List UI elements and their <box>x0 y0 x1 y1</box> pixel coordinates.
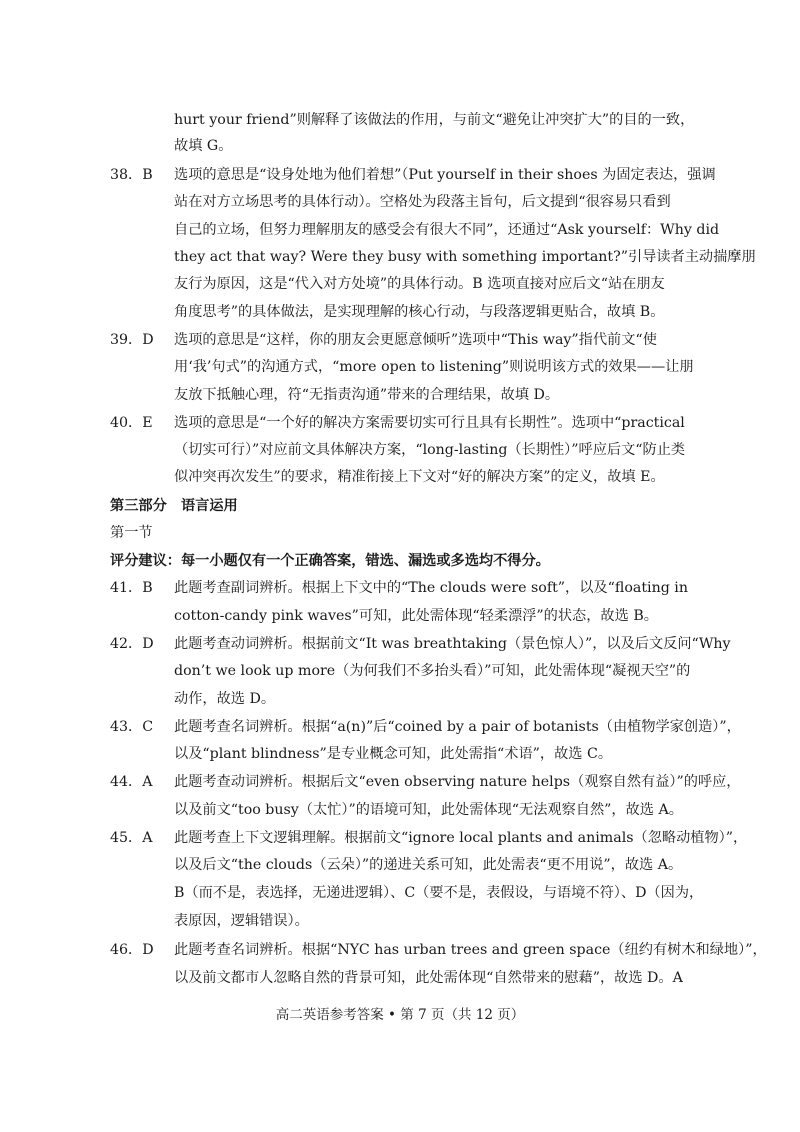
question-number: 45．A <box>110 830 153 846</box>
question-number: 38．B <box>110 167 153 183</box>
text-line: 自己的立场，但努力理解朋友的感受会有很大不同”，还通过“Ask yourself：Why did <box>174 222 720 238</box>
question-number: 41．B <box>110 580 153 596</box>
question-number: 43．C <box>110 719 154 735</box>
text-line: don’t we look up more（为何我们不多抬头看）”可知，此处需体现“凝视天空”的 <box>174 663 691 679</box>
text-line: 友行为原因，这是“代入对方处境”的具体行动。B 选项直接对应后文“站在朋友 <box>174 276 665 292</box>
text-line: （切实可行）”对应前文具体解决方案，“long-lasting（长期性）”呼应后文“防止类 <box>174 442 686 458</box>
subsection-title: 第一节 <box>110 525 153 541</box>
text-line: 友放下抵触心理，符“无指责沟通”带来的合理结果，故填 D。 <box>174 387 560 403</box>
text-line: 选项的意思是“设身处地为他们着想”（Put yourself in their shoes 为固定表达，强调 <box>174 167 716 183</box>
section-title: 第三部分 语言运用 <box>110 498 238 514</box>
text-line: 此题考查名词辨析。根据“a(n)”后“coined by a pair of botanists（由植物学家创造）”， <box>174 719 741 735</box>
page-footer: 高二英语参考答案 • 第 7 页（共 12 页） <box>275 1007 525 1023</box>
text-line: 表原因，逻辑错误）。 <box>174 913 309 929</box>
question-number: 39．D <box>110 332 154 348</box>
question-number: 40．E <box>110 415 153 431</box>
text-line: 以及后文“the clouds（云朵）”的递进关系可知，此处需表“更不用说”，故选 A。 <box>174 857 683 873</box>
text-line: 此题考查副词辨析。根据上下文中的“The clouds were soft”，以及“floating in <box>174 580 688 596</box>
text-line: cotton-candy pink waves”可知，此处需体现“轻柔漂浮”的状态，故选 B。 <box>174 608 658 624</box>
scoring-note: 评分建议：每一小题仅有一个正确答案，错选、漏选或多选均不得分。 <box>110 553 550 569</box>
text-line: 以及前文“too busy（太忙）”的语境可知，此处需体现“无法观察自然”，故选 A。 <box>174 802 683 818</box>
text-line: 动作，故选 D。 <box>174 691 276 707</box>
text-line: 选项的意思是“一个好的解决方案需要切实可行且具有长期性”。选项中“practical <box>174 415 685 431</box>
text-line: 此题考查上下文逻辑理解。根据前文“ignore local plants and animals（忽略动植物）”， <box>174 830 748 846</box>
text-line: 以及“plant blindness”是专业概念可知，此处需指“术语”，故选 C。 <box>174 746 613 762</box>
text-line: hurt your friend”则解释了该做法的作用，与前文“避免让冲突扩大”的目的一致， <box>174 112 695 128</box>
question-number: 44．A <box>110 774 153 790</box>
text-line: 故填 G。 <box>174 138 233 154</box>
text-line: 似冲突再次发生”的要求，精准衔接上下文对“好的解决方案”的定义，故填 E。 <box>174 469 665 485</box>
text-line: 用‘我’句式”的沟通方式，“more open to listening”则说明该方式的效果——让朋 <box>174 359 694 375</box>
question-number: 42．D <box>110 636 154 652</box>
text-line: 站在对方立场思考的具体行动）。空格处为段落主旨句，后文提到“很容易只看到 <box>174 194 671 210</box>
text-line: 此题考查动词辨析。根据后文“even observing nature helps（观察自然有益）”的呼应， <box>174 774 741 790</box>
text-line: 此题考查名词辨析。根据“NYC has urban trees and green space（纽约有树木和绿地）”， <box>174 942 767 958</box>
text-line: they act that way? Were they busy with something important?”引导读者主动揣摩朋 <box>174 249 756 265</box>
text-line: B（而不是，表选择，无递进逻辑）、C（要不是，表假设，与语境不符）、D（因为， <box>174 885 704 901</box>
text-line: 角度思考”的具体做法，是实现理解的核心行动，与段落逻辑更贴合，故填 B。 <box>174 304 665 320</box>
question-number: 46．D <box>110 942 154 958</box>
text-line: 此题考查动词辨析。根据前文“It was breathtaking（景色惊人）”，以及后文反问“Why <box>174 636 731 652</box>
text-line: 以及前文都市人忽略自然的背景可知，此处需体现“自然带来的慰藉”，故选 D。A <box>174 970 683 986</box>
text-line: 选项的意思是“这样，你的朋友会更愿意倾听”选项中“This way”指代前文“使 <box>174 332 657 348</box>
